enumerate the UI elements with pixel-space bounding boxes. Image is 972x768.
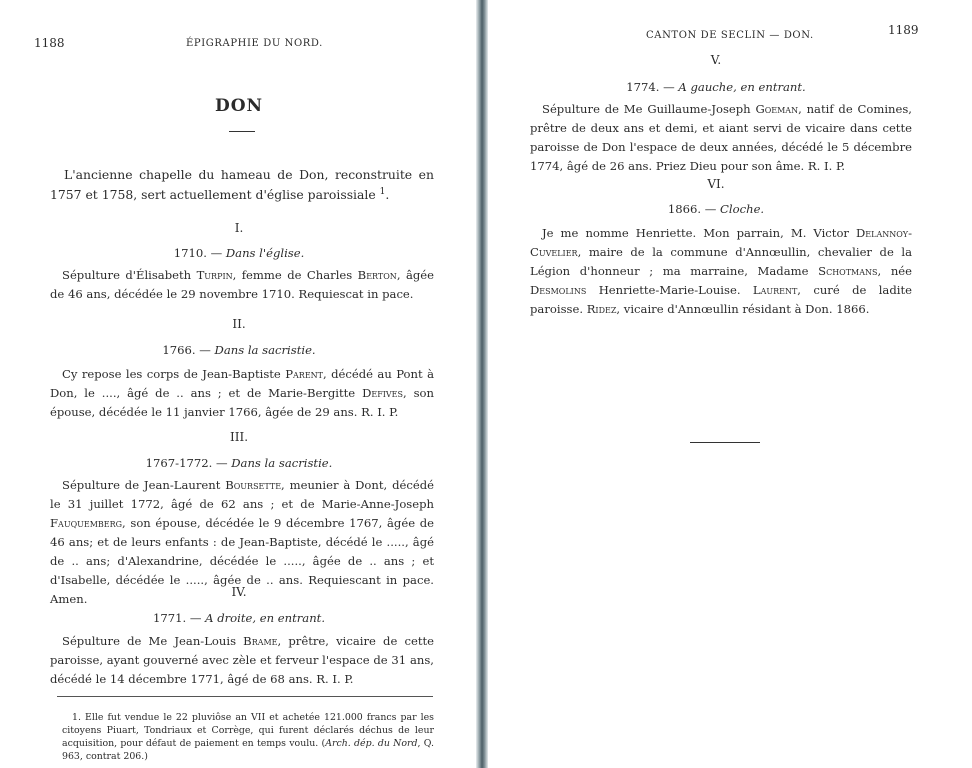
section-text-5: Sépulture de Me Guillaume-Joseph Goeman, natif de Comines, prêtre de deux ans et demi, et aiant servi de vicaire dans cette paroisse de Don l'espace de deux années, décédé le 5 décembre 1774, âgé de 26 ans. Priez Dieu pour son âme. R. I. P. (530, 102, 912, 173)
left-page (0, 0, 478, 768)
left-running-head: ÉPIGRAPHIE DU NORD. (186, 38, 323, 49)
section-dateline-3: 1767-1772. — Dans la sacristie. (145, 456, 333, 470)
section-number-4: IV. (231, 585, 247, 599)
section-number-2: II. (232, 317, 246, 331)
section-number-1: I. (234, 221, 244, 235)
end-rule (690, 442, 760, 443)
section-number-3: III. (229, 430, 249, 444)
right-page-number: 1189 (888, 23, 919, 37)
section-text-3: Sépulture de Jean-Laurent Boursette, meunier à Dont, décédé le 31 juillet 1772, âgé de 62 ans ; et de Marie-Anne-Joseph Fauquemberg, son épouse, décédée le 9 décembre 1767, âgée de 46 ans; et de leurs enfants : de Jean-Baptiste, décédé le ....., âgé de .. ans; d'Alexandrine, décédée le ....., âgée de .. ans ; et d'Isabelle, décédée le ....., âgée de .. ans. Requiescant in pace. Amen. (50, 478, 434, 606)
section-number-5: V. (710, 53, 722, 67)
right-page (486, 0, 972, 768)
section-text-6: Je me nomme Henriette. Mon parrain, M. Victor Delannoy-Cuvelier, maire de la commune d'Annœullin, chevalier de la Légion d'honneur ; ma marraine, Madame Schotmans, née Desmolins Henriette-Marie-Louise. Laurent, curé de ladite paroisse. Ridez, vicaire d'Annœullin résidant à Don. 1866. (530, 226, 913, 316)
section-dateline-5: 1774. — A gauche, en entrant. (626, 80, 806, 94)
title-rule (229, 131, 255, 132)
section-text-2: Cy repose les corps de Jean-Baptiste Parent, décédé au Pont à Don, le ...., âgé de .. ans ; et de Marie-Bergitte Defives, son épouse, décédée le 11 janvier 1766, âgée de 29 ans. R. I. P. (50, 367, 434, 419)
section-dateline-1: 1710. — Dans l'église. (173, 246, 305, 260)
page-title: DON (214, 96, 264, 116)
intro-paragraph: L'ancienne chapelle du hameau de Don, reconstruite en 1757 et 1758, sert actuellement d'église paroissiale $^1$. (50, 167, 434, 202)
footnote-rule (57, 696, 433, 697)
section-dateline-6: 1866. — Cloche. (667, 202, 765, 216)
section-dateline-4: 1771. — A droite, en entrant. (152, 611, 326, 625)
section-text-1: Sépulture d'Élisabeth Turpin, femme de Charles Berton, âgée de 46 ans, décédée le 29 novembre 1710. Requiescat in pace. (50, 268, 434, 301)
section-number-6: VI. (707, 177, 725, 191)
section-text-4: Sépulture de Me Jean-Louis Brame, prêtre, vicaire de cette paroisse, ayant gouverné avec zèle et ferveur l'espace de 31 ans, décédé le 14 décembre 1771, âgé de 68 ans. R. I. P. (50, 634, 434, 686)
right-running-head: CANTON DE SECLIN — DON. (646, 30, 814, 41)
footnote-marker: 1 (379, 186, 386, 197)
footnote: 1. Elle fut vendue le 22 pluviôse an VII et achetée 121.000 francs par les citoyens Piuart, Tondriaux et Corrège, qui furent déclarés déchus de leur acquisition, pour défaut de paiement en temps voulu. (Arch. dép. du Nord, Q. 963, contrat 206.) (62, 712, 434, 762)
section-dateline-2: 1766. — Dans la sacristie. (162, 343, 316, 357)
left-page-number: 1188 (34, 36, 65, 50)
